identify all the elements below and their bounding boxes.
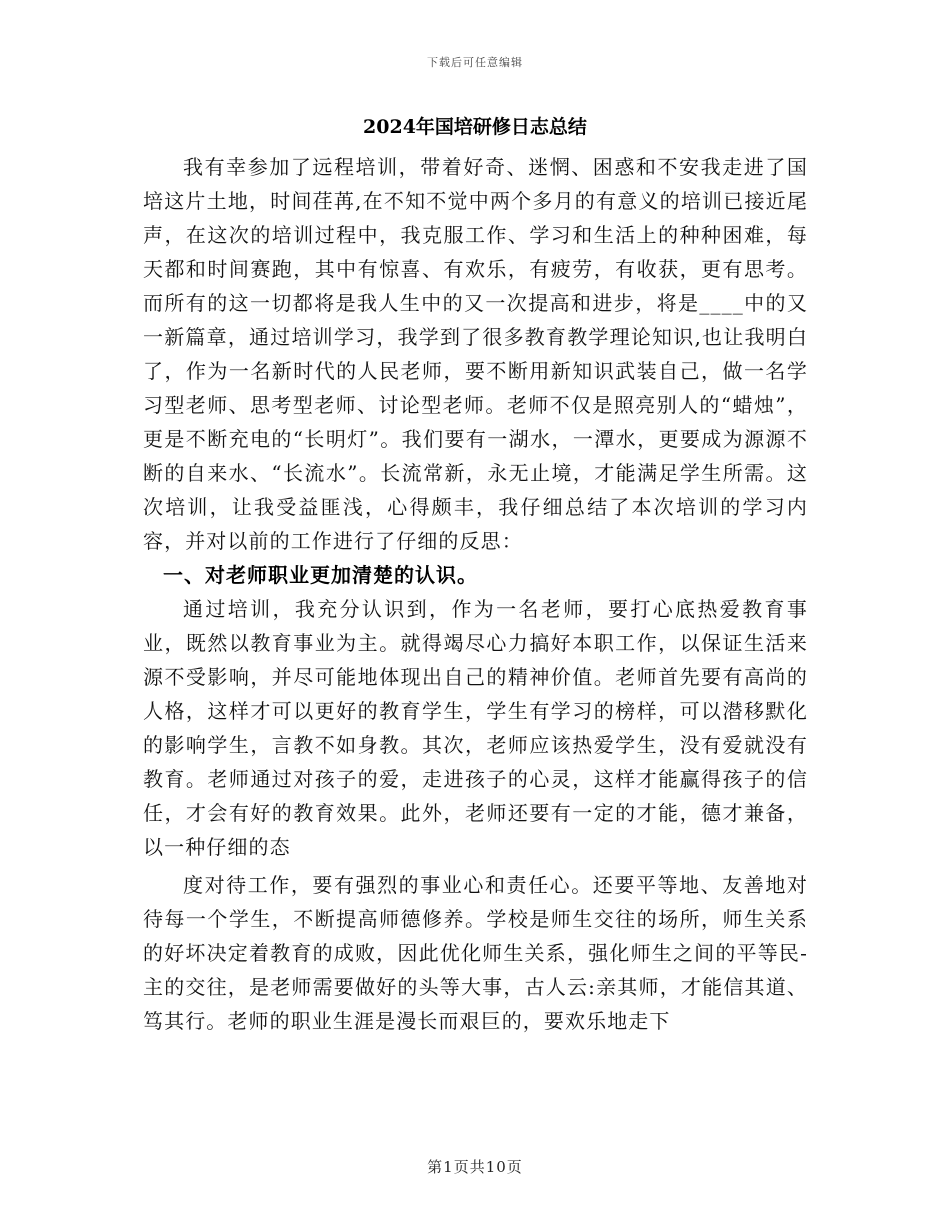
page-header-note: 下载后可任意编辑: [427, 56, 523, 69]
page-number-footer: 第1页共10页: [427, 1158, 523, 1176]
section1-paragraph-1: 通过培训，我充分认识到，作为一名老师，要打心底热爱教育事业，既然以教育事业为主。就得竭尽心力搞好本职工作，以保证生活来源不受影响，并尽可能地体现出自己的精神价值。老师首先要有高尚的人格，这样才可以更好的教育学生，学生有学习的榜样，可以潜移默化的影响学生，言教不如身教。其次，老师应该热爱学生，没有爱就没有教育。老师通过对孩子的爱，走进孩子的心灵，这样才能赢得孩子的信任，才会有好的教育效果。此外，老师还要有一定的才能，德才兼备，以一种仔细的态: [143, 597, 808, 859]
document-title: 2024年国培研修日志总结: [363, 116, 587, 138]
section-heading-1: 一、对老师职业更加清楚的认识。: [163, 563, 478, 587]
intro-paragraph: 我有幸参加了远程培训，带着好奇、迷惘、困惑和不安我走进了国培这片土地，时间荏苒,在不知不觉中两个多月的有意义的培训已接近尾声，在这次的培训过程中，我克服工作、学习和生活上的种种困难，每天都和时间赛跑，其中有惊喜、有欢乐，有疲劳，有收获，更有思考。而所有的这一切都将是我人生中的又一次提高和进步，将是____中的又一新篇章，通过培训学习，我学到了很多教育教学理论知识,也让我明白了，作为一名新时代的人民老师，要不断用新知识武装自己，做一名学习型老师、思考型老师、讨论型老师。老师不仅是照亮别人的“蜡烛”，更是不断充电的“长明灯”。我们要有一湖水，一潭水，更要成为源源不断的自来水、“长流水”。长流常新，永无止境，才能满足学生所需。这次培训，让我受益匪浅，心得颇丰，我仔细总结了本次培训的学习内容，并对以前的工作进行了仔细的反思：: [143, 155, 808, 553]
document-body: [143, 150, 808, 1038]
section1-paragraph-2: 度对待工作，要有强烈的事业心和责任心。还要平等地、友善地对待每一个学生，不断提高师德修养。学校是师生交往的场所，师生关系的好坏决定着教育的成败，因此优化师生关系，强化师生之间的平等民-主的交往，是老师需要做好的头等大事，古人云:亲其师，才能信其道、笃其行。老师的职业生涯是漫长而艰巨的，要欢乐地走下: [143, 873, 808, 1033]
